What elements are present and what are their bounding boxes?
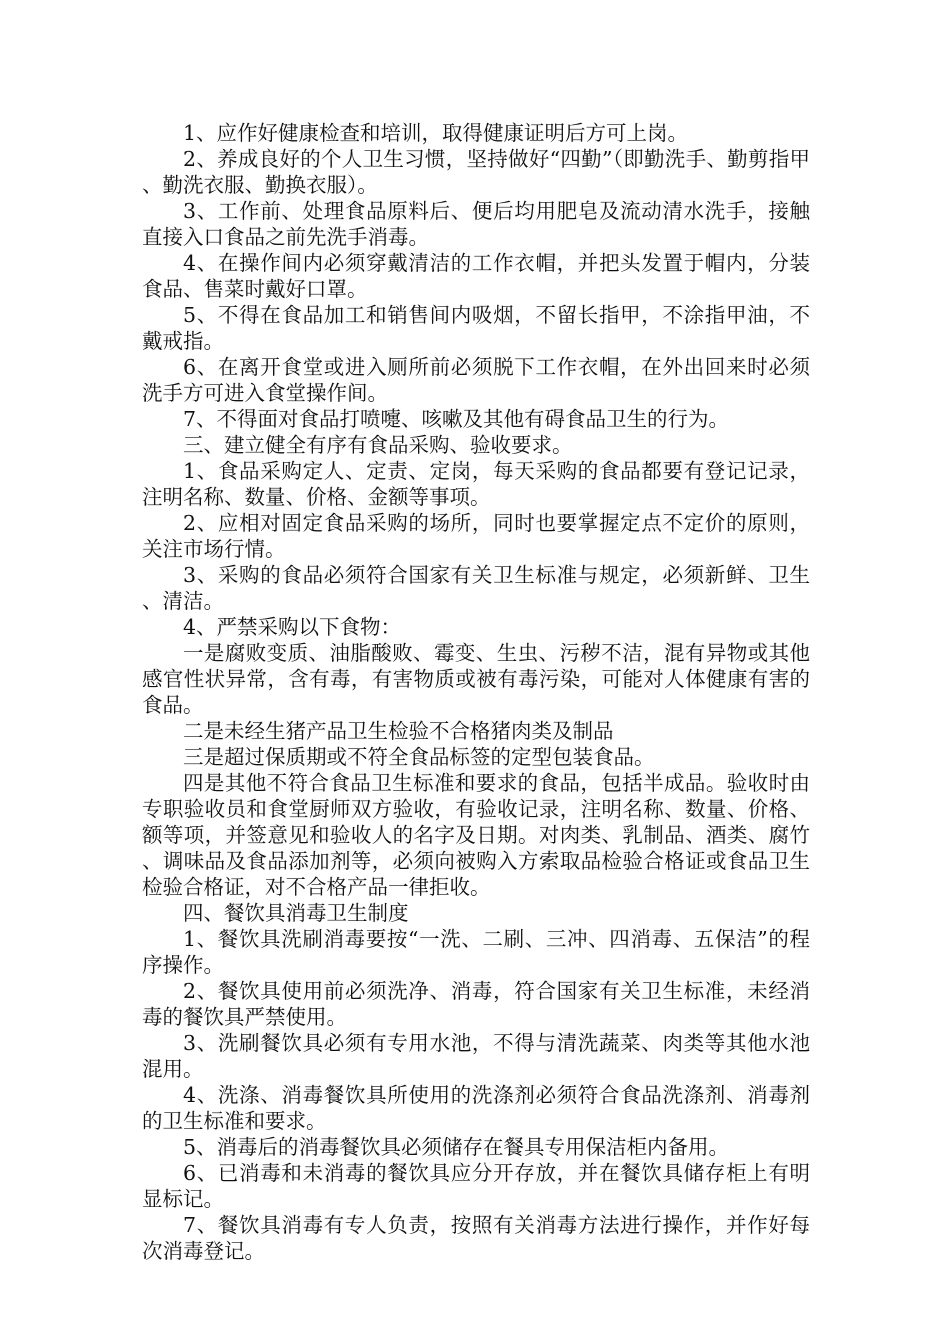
paragraph-washing-procedure: 1、餐饮具洗刷消毒要按“一洗、二刷、三冲、四消毒、五保洁”的程序操作。 — [142, 927, 810, 977]
paragraph-hand-washing: 3、工作前、处理食品原料后、便后均用肥皂及流动清水洗手，接触直接入口食品之前先洗手消毒。 — [142, 199, 810, 249]
paragraph-prohibited-foods: 4、严禁采购以下食物： — [183, 615, 402, 639]
paragraph-no-smoking: 5、不得在食品加工和销售间内吸烟，不留长指甲，不涂指甲油，不戴戒指。 — [142, 303, 810, 353]
paragraph-clean-before-use: 2、餐饮具使用前必须洗净、消毒，符合国家有关卫生标准，未经消毒的餐饮具严禁使用。 — [142, 979, 810, 1029]
paragraph-health-check: 1、应作好健康检查和培训，取得健康证明后方可上岗。 — [183, 121, 689, 145]
paragraph-prohibited-item-3: 三是超过保质期或不符全食品标签的定型包装食品。 — [183, 745, 655, 769]
paragraph-prohibited-item-2: 二是未经生猪产品卫生检验不合格猪肉类及制品 — [183, 719, 614, 743]
paragraph-purchase-records: 1、食品采购定人、定责、定岗，每天采购的食品都要有登记记录，注明名称、数量、价格、金额等事项。 — [142, 459, 810, 509]
paragraph-prohibited-item-1: 一是腐败变质、油脂酸败、霉变、生虫、污秽不洁，混有异物或其他感官性状异常，含有毒，有害物质或被有毒污染，可能对人体健康有害的食品。 — [142, 641, 810, 717]
paragraph-dedicated-sink: 3、洗刷餐饮具必须有专用水池，不得与清洗蔬菜、肉类等其他水池混用。 — [142, 1031, 810, 1081]
section-heading-disinfection: 四、餐饮具消毒卫生制度 — [183, 901, 409, 925]
paragraph-detergent-standards: 4、洗涤、消毒餐饮具所使用的洗涤剂必须符合食品洗涤剂、消毒剂的卫生标准和要求。 — [142, 1083, 810, 1133]
paragraph-leaving-canteen: 6、在离开食堂或进入厕所前必须脱下工作衣帽，在外出回来时必须洗手方可进入食堂操作间。 — [142, 355, 810, 405]
paragraph-work-clothes: 4、在操作间内必须穿戴清洁的工作衣帽，并把头发置于帽内，分装食品、售菜时戴好口罩。 — [142, 251, 810, 301]
paragraph-storage-cabinet: 5、消毒后的消毒餐饮具必须储存在餐具专用保洁柜内备用。 — [183, 1135, 730, 1159]
paragraph-national-standards: 3、采购的食品必须符合国家有关卫生标准与规定，必须新鲜、卫生、清洁。 — [142, 563, 810, 613]
paragraph-disinfection-log: 7、餐饮具消毒有专人负责，按照有关消毒方法进行操作，并作好每次消毒登记。 — [142, 1213, 810, 1263]
section-heading-purchasing: 三、建立健全有序有食品采购、验收要求。 — [183, 433, 573, 457]
paragraph-fixed-purchase-site: 2、应相对固定食品采购的场所，同时也要掌握定点不定价的原则，关注市场行情。 — [142, 511, 810, 561]
paragraph-hygiene-habits: 2、养成良好的个人卫生习惯，坚持做好“四勤”（即勤洗手、勤剪指甲、勤洗衣服、勤换衣服）。 — [142, 147, 810, 197]
paragraph-separate-storage: 6、已消毒和未消毒的餐饮具应分开存放，并在餐饮具储存柜上有明显标记。 — [142, 1161, 810, 1211]
paragraph-prohibited-item-4: 四是其他不符合食品卫生标准和要求的食品，包括半成品。验收时由专职验收员和食堂厨师双方验收，有验收记录，注明名称、数量、价格、额等项，并签意见和验收人的名字及日期。对肉类、乳制品、酒类、腐竹、调味品及食品添加剂等，必须向被购入方索取品检验合格证或食品卫生检验合格证，对不合格产品一律拒收。 — [142, 771, 810, 899]
paragraph-no-sneezing: 7、不得面对食品打喷嚏、咳嗽及其他有碍食品卫生的行为。 — [183, 407, 730, 431]
document-body — [142, 120, 810, 1264]
